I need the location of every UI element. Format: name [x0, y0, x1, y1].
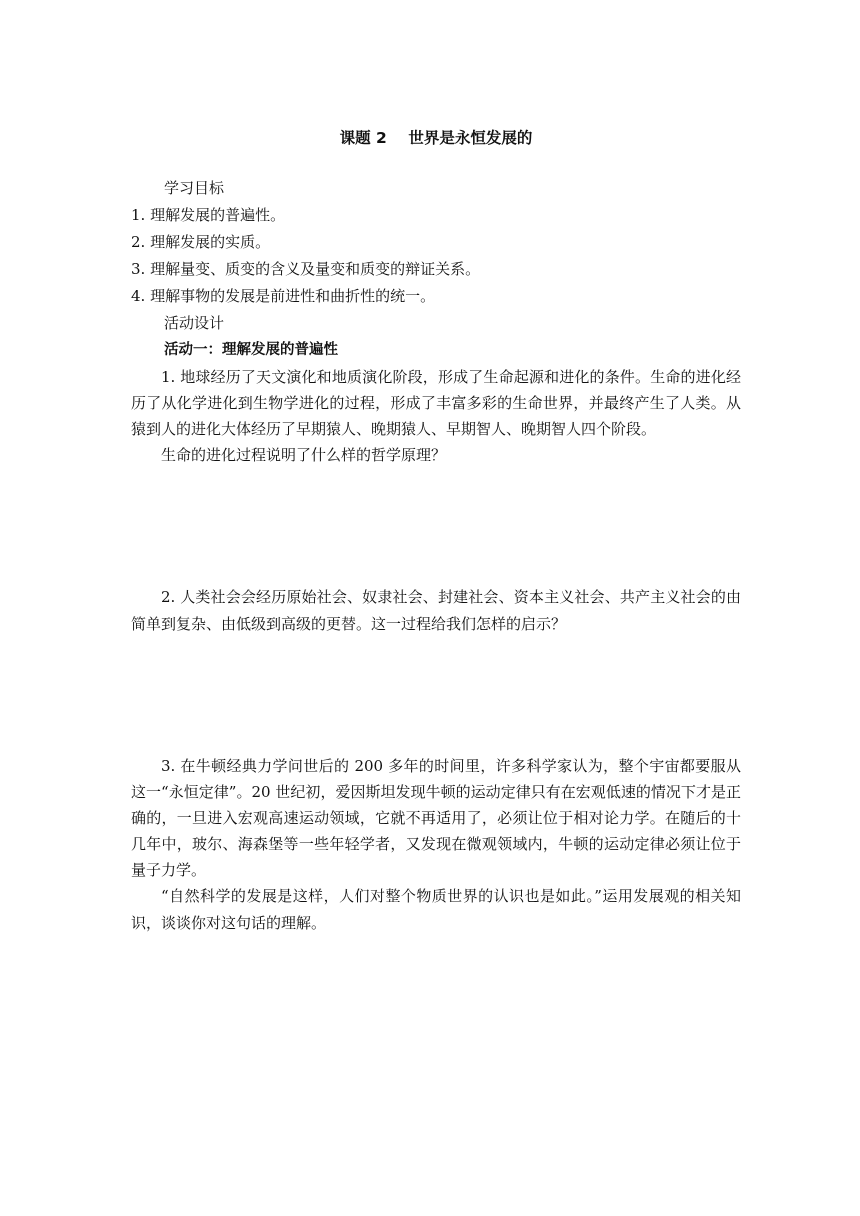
lesson-title: 课题 2 世界是永恒发展的 — [339, 129, 533, 147]
question-3-text: 3. 在牛顿经典力学问世后的 200 多年的时间里，许多科学家认为，整个宇宙都要服从这一“永恒定律”。20 世纪初，爱因斯坦发现牛顿的运动定律只有在宏观低速的情况下才是正确的，一旦进入宏观高速运动领域，它就不再适用了，必须让位于相对论力学。在随后的十几年中，玻尔、海森堡等一些年轻学者，又发现在微观领域内，牛顿的运动定律必须让位于量子力学。 — [131, 757, 741, 879]
objective-item-2: 2. 理解发展的实质。 — [131, 233, 271, 251]
objective-item-3: 3. 理解量变、质变的含义及量变和质变的辩证关系。 — [131, 260, 481, 278]
answer-space-1 — [131, 469, 741, 584]
answer-space-2 — [131, 638, 741, 753]
activities-heading: 活动设计 — [164, 314, 225, 332]
question-1-prompt: 生命的进化过程说明了什么样的哲学原理？ — [161, 446, 447, 464]
question-2-text: 2. 人类社会会经历原始社会、奴隶社会、封建社会、资本主义社会、共产主义社会的由简单到复杂、由低级到高级的更替。这一过程给我们怎样的启示？ — [131, 588, 741, 633]
document-page — [131, 120, 741, 937]
objective-item-4: 4. 理解事物的发展是前进性和曲折性的统一。 — [131, 287, 436, 305]
activity-one-heading: 活动一：理解发展的普遍性 — [164, 342, 338, 358]
question-1-text: 1. 地球经历了天文演化和地质演化阶段，形成了生命起源和进化的条件。生命的进化经历了从化学进化到生物学进化的过程，形成了丰富多彩的生命世界，并最终产生了人类。从猿到人的进化大体经历了早期猿人、晚期猿人、早期智人、晚期智人四个阶段。 — [131, 368, 741, 438]
question-3-prompt: “自然科学的发展是这样，人们对整个物质世界的认识也是如此。”运用发展观的相关知识，谈谈你对这句话的理解。 — [131, 887, 741, 932]
objectives-heading: 学习目标 — [164, 179, 225, 197]
objective-item-1: 1. 理解发展的普遍性。 — [131, 206, 286, 224]
